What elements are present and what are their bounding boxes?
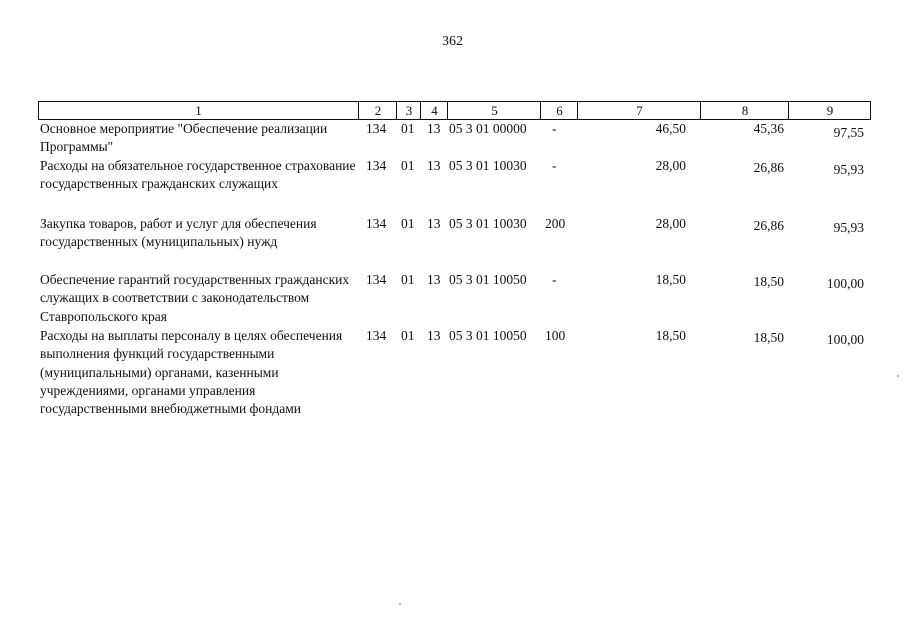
col5: 05 3 01 10030 [449,158,527,173]
table-header [38,101,871,120]
col2: 134 [366,272,387,287]
header-col-2: 2 [358,102,397,119]
col9: 95,93 [833,220,864,235]
header-col-9: 9 [788,102,871,119]
col6: - [552,272,557,287]
header-col-5: 5 [447,102,541,119]
row-name: Расходы на выплаты персоналу в целях обеспечения выполнения функций государственными (муниципальными) органами, казенными учреждениями, органами управления государственными внебюджетными фондами [40,328,343,417]
col4: 13 [427,216,441,231]
col5: 05 3 01 00000 [449,121,527,136]
col9: 97,55 [833,125,864,140]
col2: 134 [366,121,387,136]
col2: 134 [366,328,387,343]
col6: - [552,158,557,173]
header-col-8: 8 [700,102,789,119]
col2: 134 [366,158,387,173]
col6: 200 [545,216,566,231]
col7: 46,50 [655,121,686,136]
col4: 13 [427,158,441,173]
col3: 01 [401,328,415,343]
col5: 05 3 01 10050 [449,272,527,287]
col7: 28,00 [655,216,686,231]
row-name: Расходы на обязательное государственное страхование государственных гражданских служащих [40,158,356,192]
header-col-3: 3 [396,102,421,119]
col6: 100 [545,328,566,343]
col5: 05 3 01 10030 [449,216,527,231]
col8: 26,86 [753,218,784,233]
col8: 18,50 [753,330,784,345]
col9: 95,93 [833,162,864,177]
header-col-4: 4 [420,102,448,119]
col2: 134 [366,216,387,231]
header-col-1: 1 [195,103,202,118]
col7: 18,50 [655,328,686,343]
col8: 18,50 [753,274,784,289]
col3: 01 [401,216,415,231]
col9: 100,00 [826,332,864,347]
col8: 45,36 [753,121,784,136]
col7: 28,00 [655,158,686,173]
col9: 100,00 [826,276,864,291]
col3: 01 [401,158,415,173]
col5: 05 3 01 10050 [449,328,527,343]
col7: 18,50 [655,272,686,287]
col3: 01 [401,272,415,287]
col6: - [552,121,557,136]
col3: 01 [401,121,415,136]
col8: 26,86 [753,160,784,175]
col4: 13 [427,121,441,136]
row-name: Закупка товаров, работ и услуг для обеспечения государственных (муниципальных) нужд [40,216,317,250]
row-name: Обеспечение гарантий государственных гражданских служащих в соответствии с законодательством Ставропольского края [40,272,350,324]
header-col-6: 6 [540,102,578,119]
row-name: Основное мероприятие "Обеспечение реализации Программы" [40,121,328,155]
col4: 13 [427,328,441,343]
scan-speck [399,603,401,605]
scan-speck [897,375,899,377]
page-number: 362 [442,34,463,49]
header-col-7: 7 [577,102,701,119]
col4: 13 [427,272,441,287]
